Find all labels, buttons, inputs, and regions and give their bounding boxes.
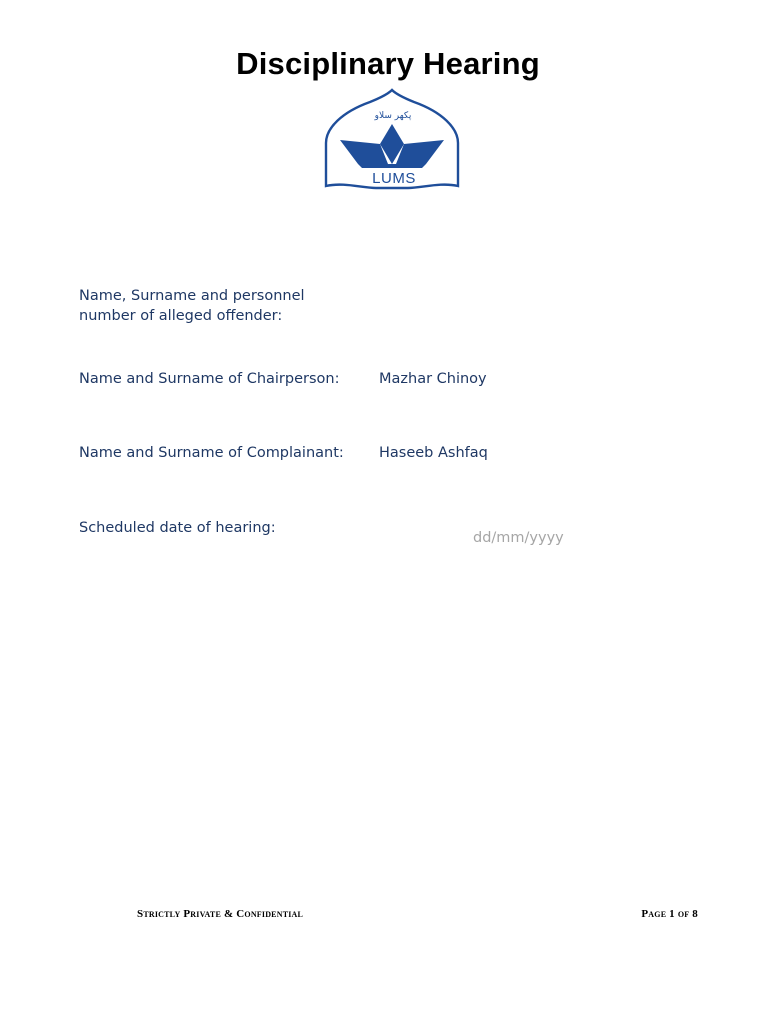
document-title: Disciplinary Hearing — [236, 46, 540, 81]
complainant-label: Name and Surname of Complainant: — [79, 445, 344, 461]
hearing-date-field[interactable]: dd/mm/yyyy — [473, 530, 564, 546]
logo-script-text: پکھر سلاو — [374, 111, 412, 121]
complainant-value[interactable]: Haseeb Ashfaq — [379, 445, 488, 461]
chairperson-label: Name and Surname of Chairperson: — [79, 371, 340, 387]
offender-label-line2: number of alleged offender: — [79, 308, 283, 324]
lums-logo — [322, 88, 462, 198]
chairperson-value[interactable]: Mazhar Chinoy — [379, 371, 487, 387]
hearing-date-label: Scheduled date of hearing: — [79, 520, 276, 536]
footer-page-number: Page 1 of 8 — [641, 908, 698, 920]
offender-label — [79, 286, 305, 326]
logo-text: LUMS — [372, 170, 416, 187]
footer-confidential: Strictly Private & Confidential — [137, 908, 304, 920]
offender-label-line1: Name, Surname and personnel — [79, 288, 305, 304]
